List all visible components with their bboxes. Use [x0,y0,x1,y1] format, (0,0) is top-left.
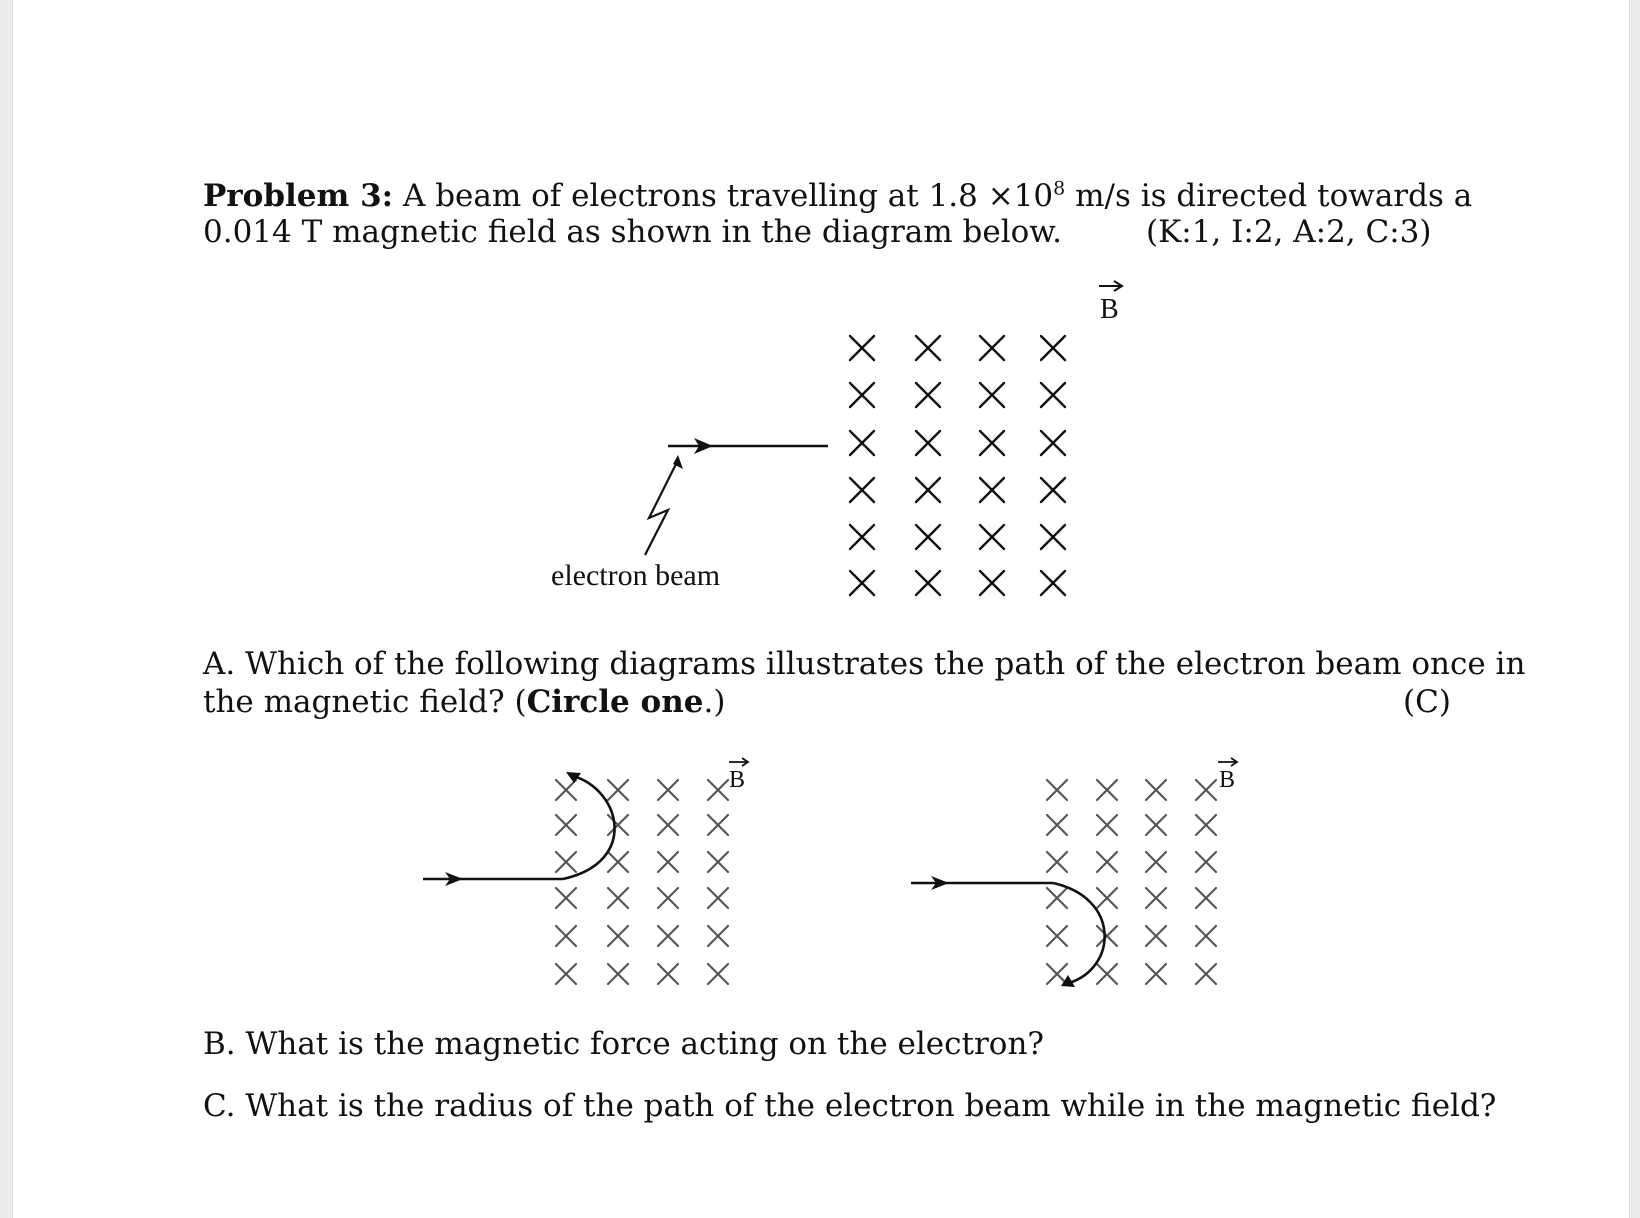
field-cross-icon [850,431,874,455]
field-cross-icon [556,964,576,984]
field-cross-icon [980,383,1004,407]
field-cross-icon [658,888,678,908]
field-cross-icon [556,852,576,872]
field-cross-icon [980,478,1004,502]
field-cross-icon [1146,926,1166,946]
field-cross-icon [708,926,728,946]
field-cross-icon [1146,815,1166,835]
field-cross-icon [608,852,628,872]
main-b-text: B [1100,294,1119,325]
field-cross-icon [556,888,576,908]
field-cross-icon [980,336,1004,360]
option-2-field-label [1218,758,1237,793]
question-a-line-1: A. Which of the following diagrams illustrates the path of the electron beam once in [203,646,1526,682]
main-field-label [1099,281,1122,325]
option-2-crosses[interactable] [1047,780,1216,984]
field-cross-icon [1047,888,1067,908]
field-cross-icon [556,780,576,800]
field-cross-icon [1097,815,1117,835]
field-cross-icon [1146,888,1166,908]
field-cross-icon [608,926,628,946]
worksheet-page [12,0,1630,1218]
field-cross-icon [850,336,874,360]
field-cross-icon [708,780,728,800]
field-cross-icon [708,815,728,835]
field-cross-icon [916,383,940,407]
field-cross-icon [1146,780,1166,800]
field-cross-icon [850,525,874,549]
option-1-b-text: B [729,767,746,793]
question-b: B. What is the magnetic force acting on the electron? [203,1026,1045,1062]
question-a-mark: (C) [1403,684,1451,720]
field-cross-icon [916,431,940,455]
question-a-prefix: the magnetic field? ( [203,684,527,720]
field-cross-icon [658,964,678,984]
field-cross-icon [1196,852,1216,872]
field-cross-icon [850,383,874,407]
field-cross-icon [1047,964,1067,984]
field-cross-icon [1047,926,1067,946]
field-cross-icon [708,888,728,908]
field-cross-icon [608,888,628,908]
field-cross-icon [1146,964,1166,984]
main-field-crosses [850,336,1065,595]
field-cross-icon [1047,780,1067,800]
field-cross-icon [1041,478,1065,502]
field-cross-icon [1041,431,1065,455]
field-cross-icon [1041,525,1065,549]
field-cross-icon [556,926,576,946]
question-a-bold: Circle one [526,684,704,720]
field-cross-icon [980,431,1004,455]
field-cross-icon [608,964,628,984]
field-cross-icon [658,780,678,800]
field-cross-icon [1196,926,1216,946]
field-cross-icon [916,525,940,549]
electron-beam-label: electron beam [551,559,721,592]
field-cross-icon [1097,780,1117,800]
field-cross-icon [556,815,576,835]
question-a-suffix: .) [703,684,726,720]
option-2-b-text: B [1219,767,1236,793]
problem-text-b: m/s is directed towards a [1065,178,1473,214]
field-cross-icon [1041,336,1065,360]
field-cross-icon [1097,888,1117,908]
problem-line-2: 0.014 T magnetic field as shown in the diagram below. [203,214,1062,250]
option-1-curve [563,776,615,879]
question-c: C. What is the radius of the path of the electron beam while in the magnetic field? [203,1088,1497,1124]
question-a-line-2 [203,684,725,720]
field-cross-icon [708,852,728,872]
field-cross-icon [1196,888,1216,908]
field-cross-icon [658,926,678,946]
field-cross-icon [608,780,628,800]
field-cross-icon [1041,383,1065,407]
field-cross-icon [1146,852,1166,872]
field-cross-icon [1196,780,1216,800]
field-cross-icon [850,478,874,502]
field-cross-icon [850,571,874,595]
field-cross-icon [1047,815,1067,835]
field-cross-icon [658,852,678,872]
field-cross-icon [708,964,728,984]
option-1-field-label [729,758,748,793]
field-cross-icon [980,571,1004,595]
field-cross-icon [1097,926,1117,946]
field-cross-icon [916,571,940,595]
beam-pointer [645,460,678,555]
field-cross-icon [1196,964,1216,984]
field-cross-icon [980,525,1004,549]
field-cross-icon [1047,852,1067,872]
problem-exponent: 8 [1053,177,1066,200]
field-cross-icon [658,815,678,835]
field-cross-icon [916,478,940,502]
field-cross-icon [1041,571,1065,595]
problem-text-a: A beam of electrons travelling at 1.8 ×10 [402,178,1054,214]
field-cross-icon [916,336,940,360]
problem-label: Problem 3: [203,178,394,214]
problem-marks: (K:1, I:2, A:2, C:3) [1146,214,1432,250]
field-cross-icon [1196,815,1216,835]
field-cross-icon [608,815,628,835]
field-cross-icon [1097,852,1117,872]
option-1-crosses[interactable] [556,780,728,984]
field-cross-icon [1097,964,1117,984]
